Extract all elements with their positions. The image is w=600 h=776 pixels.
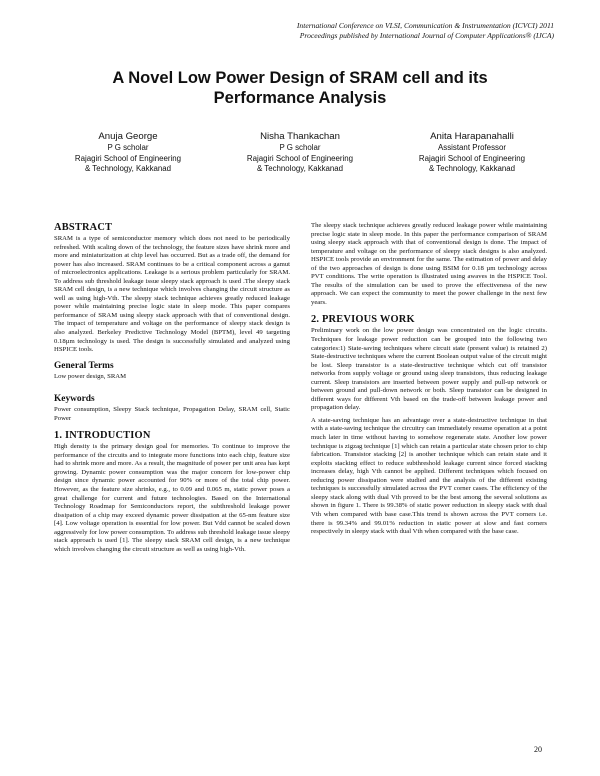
author-affiliation-location: & Technology, Kakkanad	[428, 164, 516, 173]
author-block	[212, 130, 388, 175]
keywords-heading: Keywords	[54, 394, 95, 405]
author-affiliation: Rajagiri School of Engineering	[418, 153, 526, 163]
running-header	[174, 21, 554, 41]
introduction-continued-text: The sleepy stack technique achieves greatly reduced leakage power while maintaining precise logic state in sleep mode. In this paper the performance comparison of SRAM using sleepy stack approach with that of conventional design is done. The impact of temperature and voltage on the performance of sleepy stack designs is also analyzed. HSPICE tools provide an environment for the same. The estimation of power and delay of the two approaches of design is done using BSIM for 0.18 µm technology across PVT conditions. The write operation is illustrated using awaves in the HSPICE Tool. The results of the simulation can be used to prove the effectiveness of the new approach. We can expect the community to meet the power challenge in the next few years.	[311, 222, 547, 306]
paper-title: A Novel Low Power Design of SRAM cell and its Performance Analysis	[112, 69, 488, 107]
general-terms-text: Low power design, SRAM	[54, 372, 127, 380]
abstract-text: SRAM is a type of semiconductor memory which does not need to be periodically refreshed. With scaling down of the technology, the feature sizes have shrink more and more and miniaturization at chip level has occurred. But as a trade off, the demand for power has also increased. SRAM continues to be a critical component across a gamut of microelectronics applications. Leakage is a serious problem particularly for SRAM. To address sub threshold leakage issue sleepy stack approach is used .The sleepy stack SRAM cell design, is a new technique which involves changing the circuit structure as well as using high-Vth. The sleepy stack technique achieves greatly reduced leakage power while maintaining precise logic state in sleep mode. This paper compares performance of SRAM using sleepy stack approach with that of conventional design. The impact of temperature and voltage on the performance of sleepy stack design is also analyzed. Berkeley Predictive Technology Model (BPTM), level 49 targeting 0.18µm technology is used. The design is successfully simulated and analyzed using HSPICE tools.	[54, 235, 290, 354]
introduction-text: High density is the primary design goal for memories. To continue to improve the performance of the circuits and to integrate more functions into each chip, feature size had to shrink more and more. As a result, the magnitude of power per unit area has kept growing. Dynamic power consumption was the major concern for low-power chip design since dynamic power accounted for 90% or more of the total chip power. However, as the feature size shrinks, e.g., to 0.09 and 0.065 m, static power poses a great challenge for current and future technologies. Based on the International Technology Roadmap for Semiconductors report, the subthreshold leakage power dissipation of a chip may exceed dynamic power dissipation at the 65-nm feature size [4]. Low voltage operation is essential for low power. But Vdd cannot be scaled down aggressively for low power consumption. To address sub threshold leakage issue sleepy stack approach is used [1]. The sleepy stack SRAM cell design, is a new technique which involves changing the circuit structure as well as using high-Vth.	[54, 443, 290, 553]
general-terms-heading: General Terms	[54, 360, 114, 371]
author-affiliation-location: & Technology, Kakkanad	[84, 164, 172, 173]
author-affiliation: Rajagiri School of Engineering	[246, 153, 354, 163]
introduction-heading: 1. INTRODUCTION	[54, 430, 151, 442]
page-number: 20	[534, 745, 542, 754]
author-role: P G scholar	[107, 143, 149, 152]
author-affiliation-location: & Technology, Kakkanad	[256, 164, 344, 173]
author-name: Anuja George	[98, 131, 158, 142]
author-role: Assistant Professor	[438, 143, 506, 152]
right-column	[311, 222, 547, 537]
previous-work-paragraph-2: A state-saving technique has an advantage over a state-destructive technique in that with a state-saving technique the circuitry can immediately resume operation at a point much later in time without having to somehow regenerate state. Another low power technique is zigzag technique [1] which can retain a particular state chosen prior to chip fabrication. Transistor stacking [2] is another technique which can retain state and it exploits stacking effect to reduce subthreshold leakage current since forced stacking increases delay, high Vth cannot be applied. Different techniques which focused on reducing power dissipation were studied and the analysis of the different existing techniques is successfully simulated across the PVT corner cases. The efficiency of the sleepy stack along with dual Vth proved to be the best among the several solutions as shown in figure 1. There is 99.38% of static power reduction in sleepy stack with dual Vth when compared with base case.This trend is shown across the PVT corners i.e. there is 99.34% and 99.01% reduction in static power at slow and fast corners respectively in sleepy stack with dual Vth when compared with the base case.	[311, 416, 547, 536]
abstract-heading: ABSTRACT	[54, 222, 113, 233]
previous-work-heading: 2. PREVIOUS WORK	[311, 314, 415, 326]
author-affiliation: Rajagiri School of Engineering	[74, 153, 182, 163]
author-block	[384, 130, 560, 175]
header-line-1: International Conference on VLSI, Communication & Instrumentation (ICVCI) 2011	[296, 21, 554, 30]
author-name: Anita Harapanahalli	[430, 131, 514, 142]
author-name: Nisha Thankachan	[260, 131, 340, 142]
left-column	[54, 222, 290, 554]
previous-work-paragraph-1: Preliminary work on the low power design was concentrated on the logic circuits. Techniques for leakage power reduction can be grouped into the following two categories:1) State-saving techniques where circuit state (present value) is retained 2) State-destructive techniques where the current Boolean output value of the circuit might be lost. Sleep transistor is a state-destructive technique which cut off transistor networks from supply voltage or ground using sleep transistors, thus reducing leakage current. Sleep transistors are inserted between power supply and pull-up network or between ground and pull-down network or both. Sleep transistor can be designed in different ways for different Vth based on the trade-off between leakage power and propagation delay.	[311, 327, 547, 412]
header-line-2: Proceedings published by International Journal of Computer Applications® (IJCA)	[299, 31, 554, 40]
author-role: P G scholar	[279, 143, 321, 152]
author-block	[40, 130, 216, 175]
keywords-text: Power consumption, Sleepy Stack technique, Propagation Delay, SRAM cell, Static Power	[54, 406, 290, 422]
